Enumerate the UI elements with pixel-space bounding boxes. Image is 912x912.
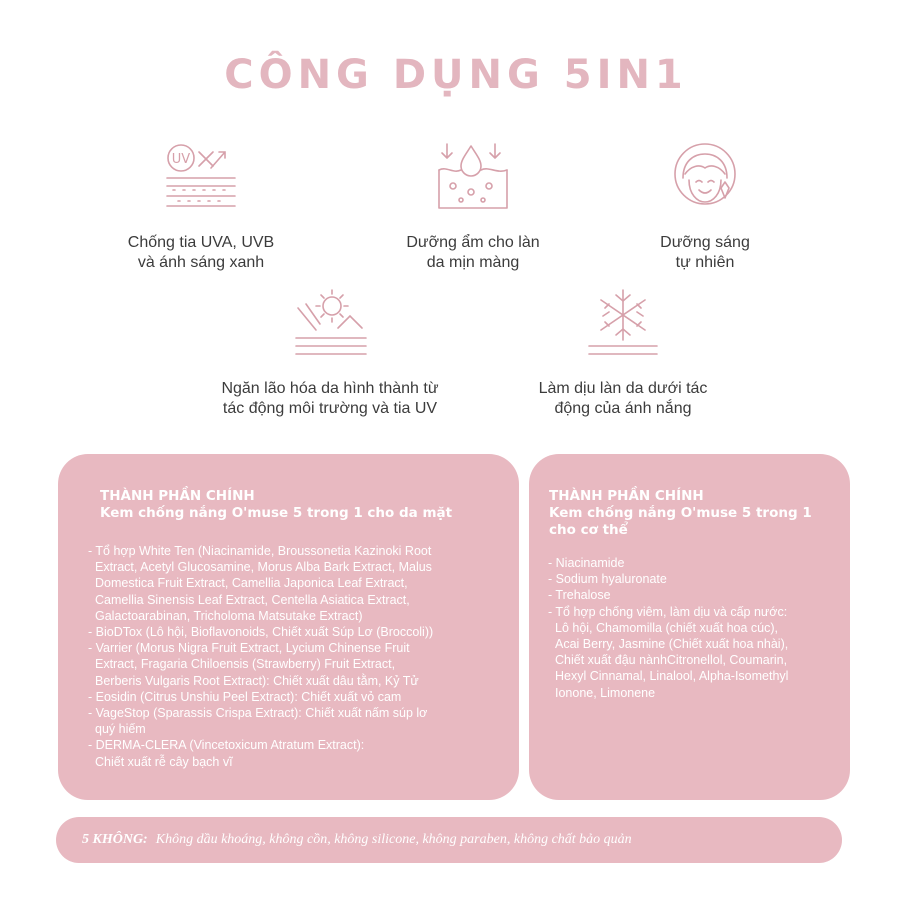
feature-radiant-line-1: Dưỡng sáng <box>660 234 750 251</box>
list-item: - Tổ hợp chống viêm, làm dịu và cấp nước: <box>548 604 788 619</box>
feature-soothing-line-2: động của ánh nắng <box>554 400 692 417</box>
list-item: Hexyl Cinnamal, Linalool, Alpha-Isomethyl <box>555 669 789 684</box>
face-card-subheading: Kem chống nắng O'muse 5 trong 1 cho da mặt <box>100 505 453 521</box>
list-item: - Varrier (Morus Nigra Fruit Extract, Lycium Chinense Fruit <box>88 641 410 656</box>
body-card-subheading-2: cho cơ thể <box>549 522 628 538</box>
feature-uv-line-1: Chống tia UVA, UVB <box>127 234 275 251</box>
list-item: Domestica Fruit Extract, Camellia Japonica Leaf Extract, <box>95 576 408 591</box>
uv-protection-icon <box>161 140 241 215</box>
feature-uv-line-2: và ánh sáng xanh <box>137 254 265 271</box>
feature-moisture <box>368 140 578 273</box>
body-ingredients-card <box>529 454 850 800</box>
list-item: Ionone, Limonene <box>555 685 656 700</box>
radiant-face-icon <box>665 140 745 215</box>
moisture-drop-icon <box>433 140 513 215</box>
feature-soothing <box>508 286 738 419</box>
body-card-subheading-1: Kem chống nắng O'muse 5 trong 1 <box>549 505 812 521</box>
list-item: Extract, Fragaria Chiloensis (Strawberry) Fruit Extract, <box>95 657 396 672</box>
feature-uv-protection <box>96 140 306 273</box>
face-ingredients-card <box>58 454 519 800</box>
list-item: - Sodium hyaluronate <box>548 572 667 587</box>
page-title: CÔNG DỤNG 5IN1 <box>224 52 688 98</box>
list-item: - BioDTox (Lô hội, Bioflavonoids, Chiết xuất Súp Lơ (Broccoli)) <box>88 625 434 640</box>
feature-soothing-line-1: Làm dịu làn da dưới tác <box>538 380 708 397</box>
five-no-label: 5 KHÔNG: <box>82 832 148 847</box>
feature-moisture-line-1: Dưỡng ẩm cho làn <box>406 234 540 251</box>
five-no-text: Không dầu khoáng, không cồn, không silicone, không paraben, không chất bảo quản <box>155 832 632 847</box>
list-item: - Eosidin (Citrus Unshiu Peel Extract): Chiết xuất vỏ cam <box>88 689 402 704</box>
list-item: quý hiếm <box>95 722 146 737</box>
svg-text:UV: UV <box>171 152 191 167</box>
body-ingredients-list <box>548 555 843 701</box>
feature-anti-aging <box>185 286 475 419</box>
sun-shield-icon <box>290 286 370 361</box>
list-item: Acai Berry, Jasmine (Chiết xuất hoa nhài), <box>555 637 789 652</box>
list-item: Chiết xuất rễ cây bạch vĩ <box>95 754 233 769</box>
list-item: Extract, Acetyl Glucosamine, Morus Alba Bark Extract, Malus <box>95 560 432 575</box>
list-item: - VageStop (Sparassis Crispa Extract): Chiết xuất nấm súp lơ <box>88 706 428 721</box>
feature-radiant-line-2: tự nhiên <box>675 254 735 271</box>
feature-radiant <box>620 140 790 273</box>
list-item: Galactoarabinan, Tricholoma Matsutake Extract) <box>95 608 363 623</box>
feature-moisture-line-2: da mịn màng <box>426 254 520 271</box>
list-item: Camellia Sinensis Leaf Extract, Centella Asiatica Extract, <box>95 592 410 607</box>
list-item: - Tổ hợp White Ten (Niacinamide, Broussonetia Kazinoki Root <box>88 544 432 558</box>
feature-anti-aging-line-1: Ngăn lão hóa da hình thành từ <box>221 380 439 397</box>
face-ingredients-list <box>88 543 508 770</box>
face-card-heading: THÀNH PHẦN CHÍNH <box>100 488 255 504</box>
list-item: - Trehalose <box>548 588 611 603</box>
list-item: Lô hội, Chamomilla (chiết xuất hoa cúc), <box>555 620 779 635</box>
list-item: - DERMA-CLERA (Vincetoxicum Atratum Extract): <box>88 738 365 753</box>
list-item: Berberis Vulgaris Root Extract): Chiết xuất dâu tằm, Kỷ Tử <box>95 673 419 688</box>
list-item: Chiết xuất đậu nànhCitronellol, Coumarin, <box>555 653 788 668</box>
body-card-heading: THÀNH PHẦN CHÍNH <box>549 488 704 504</box>
five-no-banner <box>56 817 842 863</box>
feature-anti-aging-line-2: tác động môi trường và tia UV <box>222 400 438 417</box>
snowflake-icon <box>583 286 663 361</box>
list-item: - Niacinamide <box>548 556 625 570</box>
